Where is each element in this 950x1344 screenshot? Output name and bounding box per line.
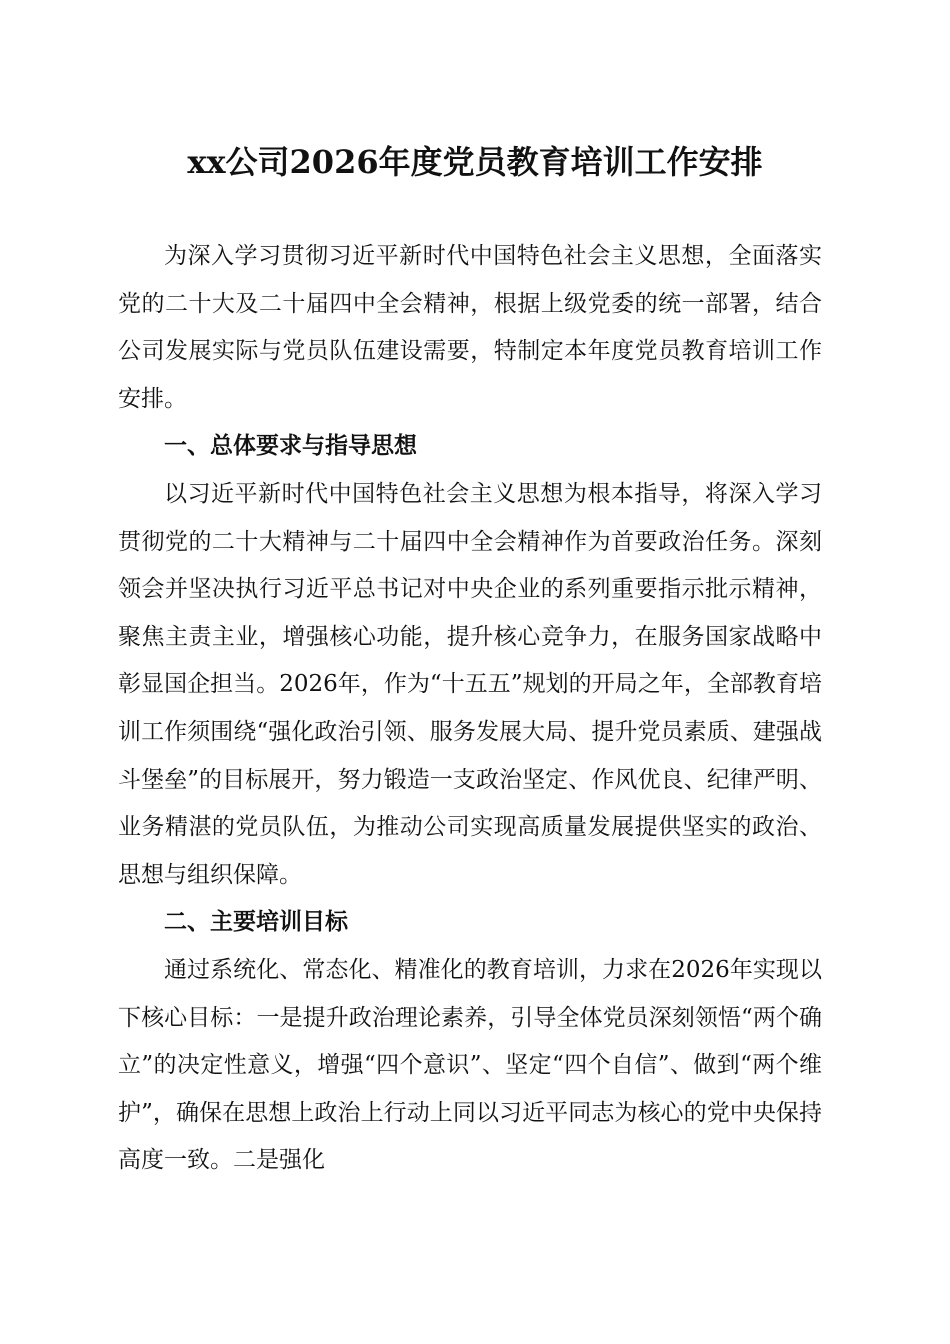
document-title: xx公司2026年度党员教育培训工作安排 [187, 143, 763, 181]
section-1-paragraph: 以习近平新时代中国特色社会主义思想为根本指导，将深入学习贯彻党的二十大精神与二十届四中全会精神作为首要政治任务。深刻领会并坚决执行习近平总书记对中央企业的系列重要指示批示精神，聚焦主责主业，增强核心功能，提升核心竞争力，在服务国家战略中彰显国企担当。2026年，作为“十五五”规划的开局之年，全部教育培训工作须围绕“强化政治引领、服务发展大局、提升党员素质、建强战斗堡垒”的目标展开，努力锻造一支政治坚定、作风优良、纪律严明、业务精湛的党员队伍，为推动公司实现高质量发展提供坚实的政治、思想与组织保障。 [118, 480, 822, 888]
section-2-paragraph: 通过系统化、常态化、精准化的教育培训，力求在2026年实现以下核心目标：一是提升政治理论素养，引导全体党员深刻领悟“两个确立”的决定性意义，增强“四个意识”、坚定“四个自信”、做到“两个维护”，确保在思想上政治上行动上同以习近平同志为核心的党中央保持高度一致。二是强化 [118, 956, 822, 1174]
section-2-heading: 二、主要培训目标 [164, 909, 348, 936]
intro-paragraph: 为深入学习贯彻习近平新时代中国特色社会主义思想，全面落实党的二十大及二十届四中全会精神，根据上级党委的统一部署，结合公司发展实际与党员队伍建设需要，特制定本年度党员教育培训工作安排。 [118, 243, 822, 412]
document-body [118, 233, 822, 1185]
section-1-heading: 一、总体要求与指导思想 [164, 433, 417, 460]
